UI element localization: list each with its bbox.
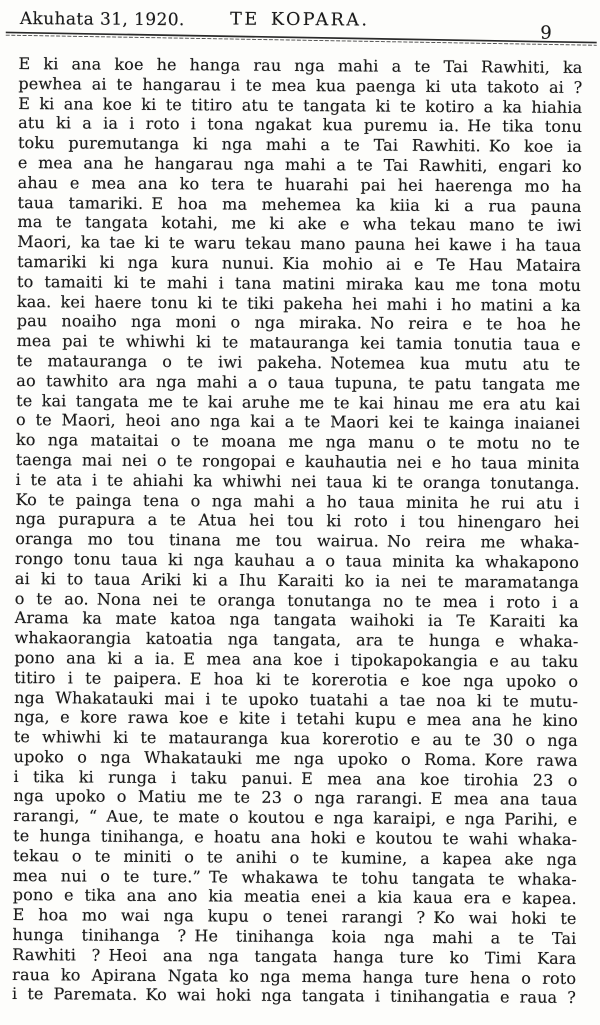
text-line: Maori, ka tae ki te waru tekau mano pauna hei kawe i ha taua (17, 232, 582, 256)
header-date: Akuhata 31, 1920. (19, 9, 185, 31)
text-line: taenga mai nei o te rongopai e kauhautia nei e ho taua minita (15, 449, 580, 473)
header-rule (0, 0, 600, 56)
text-line: ai ki to taua Ariki ki a Ihu Karaiti ko ia nei te maramatanga (14, 568, 580, 592)
text-line: rarangi, “ Aue, te mate o koutou e nga karaipi, e nga Parihi, e (13, 806, 578, 830)
text-line: titiro i te paipera. E hoa ki te korerotia e koe nga upoko o (14, 667, 579, 691)
text-line: mea nui o te ture.” Te whakawa te tohu tangata te whaka- (12, 865, 577, 889)
text-line: pewhea ai te hangarau i te mea kua paenga ki uta takoto ai ? (18, 73, 583, 97)
text-line: o te ao. Nona nei te oranga tonutanga no te mea i roto i a (14, 588, 579, 612)
text-line: te whiwhi ki te matauranga kua korerotio e au te 30 o nga (13, 727, 578, 751)
text-line: nga, e kore rawa koe e kite i tetahi kupu e mea ana he kino (13, 707, 579, 731)
text-line: to tamaiti ki te mahi i tana matini miraka kau me tona motu (16, 271, 582, 295)
text-line: ko nga mataitai o te moana me nga manu o te motu no te (15, 430, 580, 454)
text-line: kaa. kei haere tonu ki te tiki pakeha hei mahi i ho matini a ka (16, 291, 581, 315)
text-line: Ko te painga tena o nga mahi a ho taua minita he rui atu i (15, 489, 580, 513)
text-line: hunga tinihanga ? He tinihanga koia nga mahi a te Tai (12, 925, 577, 949)
text-line: upoko o nga Whakatauki me nga upoko o Roma. Kore rawa (13, 746, 578, 770)
text-line: atu ki a ia i roto i tona ngakat kua puremu ia. He tika tonu (18, 113, 583, 137)
text-line: o te Maori, heoi ano nga kai a te Maori kei te kainga inaianei (15, 410, 581, 434)
text-line: mea pai te whiwhi ki te matauranga kei tamia tonutia taua e (16, 331, 581, 355)
text-line: i te ata i te ahiahi ka whiwhi nei taua ki te oranga tonutanga. (15, 469, 580, 493)
text-line: i te Paremata. Ko wai hoki nga tangata i tinihangatia e raua ? (11, 984, 577, 1008)
text-line: te matauranga o te iwi pakeha. Notemea kua mutu atu te (16, 350, 581, 374)
text-line: pau noaiho nga moni o nga miraka. No reira e te hoa he (16, 311, 581, 335)
text-line: oranga mo tou tinana me tou wairua. No reira me whaka- (15, 529, 580, 553)
text-line: te hunga tinihanga, e hoatu ana hoki e koutou te wahi whaka- (13, 826, 578, 850)
text-line: ahau e mea ana ko tera te huarahi pai hei haerenga mo ha (17, 172, 582, 196)
text-line: taua tamariki. E hoa ma mehemea ka kiia ki a rua pauna (17, 192, 582, 216)
text-line: ma te tangata kotahi, me ki ake e wha tekau mano te iwi (17, 212, 582, 236)
text-line: tekau o te miniti o te anihi o te kumine, a kapea ake nga (12, 845, 578, 869)
page-number: 9 (540, 22, 552, 44)
text-line: Arama ka mate katoa nga tangata waihoki ia Te Karaiti ka (14, 608, 579, 632)
text-line: rongo tonu taua ki nga kauhau a o taua minita ka whakapono (15, 548, 580, 572)
text-line: toku puremutanga ki nga mahi a te Tai Rawhiti. Ko koe ia (17, 133, 583, 157)
text-line: E ki ana koe he hanga rau nga mahi a te Tai Rawhiti, ka (18, 54, 583, 77)
text-line: pono e tika ana ano kia meatia enei a kia kaua era e kapea. (12, 885, 577, 909)
text-line: nga Whakatauki mai i te upoko tuatahi a tae noa ki te mutu- (14, 687, 579, 711)
text-line: E hoa mo wai nga kupu o tenei rarangi ? Ko wai hoki te (12, 905, 577, 929)
text-line: nga upoko o Matiu me te 23 o nga rarangi. E mea ana taua (13, 786, 578, 810)
text-line: E ki ana koe ki te titiro atu te tangata ki te kotiro a ka hiahia (18, 93, 583, 117)
text-line: whakaorangia katoatia nga tangata, ara te hunga e whaka- (14, 628, 579, 652)
text-line: ao tawhito ara nga mahi a o taua tupuna, te patu tangata me (16, 370, 581, 394)
text-line: i tika ki runga i taku panui. E mea ana koe tirohia 23 o (13, 766, 578, 790)
body-text (0, 52, 600, 1008)
text-line: raua ko Apirana Ngata ko nga mema hanga ture hena o roto (12, 964, 577, 988)
page-header (0, 0, 600, 56)
text-line: nga purapura a te Atua hei tou ki roto i tou hinengaro hei (15, 509, 580, 533)
text-line: Rawhiti ? Heoi ana nga tangata hanga ture ko Timi Kara (12, 944, 577, 968)
text-line: te kai tangata me te kai aruhe me te kai hinau me era atu kai (16, 390, 581, 414)
text-line: pono ana ki a ia. E mea ana koe i tipokapokangia e au taku (14, 647, 579, 671)
publication-title: TE KOPARA. (230, 9, 370, 31)
text-line: e mea ana he hangarau nga mahi a te Tai Rawhiti, engari ko (17, 153, 582, 176)
text-line: tamariki ki nga kura nunui. Kia mohio ai e Te Hau Mataira (17, 252, 582, 275)
